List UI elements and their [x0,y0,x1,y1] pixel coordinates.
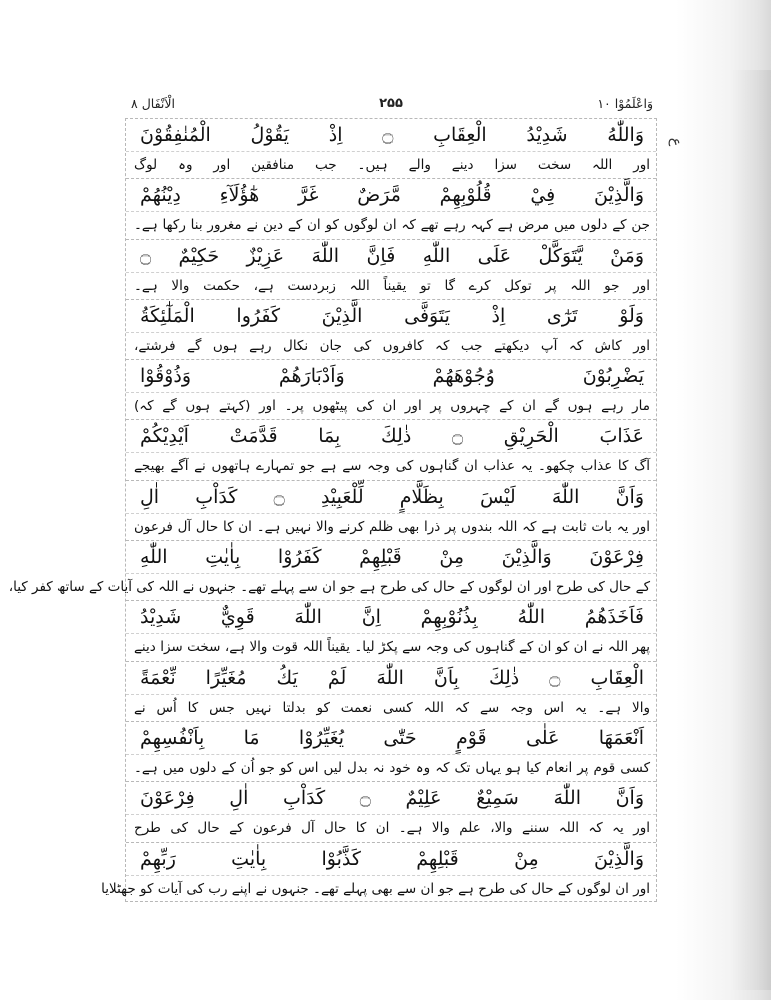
verse-row [126,119,656,179]
urdu-translation: اور ان لوگوں کے حال کی طرح ہے جو ان سے بھی پہلے تھے۔ جنہوں نے اپنے رب کی آیات کو جھٹلایا [126,875,656,903]
page-number: ۲۵۵ [379,96,403,111]
arabic-line: وَمَنْ يَّتَوَكَّلْ عَلَى اللّٰهِ فَاِنَّ اللّٰهَ عَزِيْزٌ حَكِيْمٌ ۝ [140,244,644,267]
arabic-line: وَاللّٰهُ شَدِيْدُ الْعِقَابِ ۝ اِذْ يَقُوْلُ الْمُنٰفِقُوْنَ [140,124,644,146]
arabic-line: اَنْعَمَهَا عَلٰى قَوْمٍ حَتّٰى يُغَيِّرُوْا مَا بِاَنْفُسِهِمْ [140,726,644,749]
urdu-translation: کسی قوم پر انعام کیا ہو یہاں تک کہ وہ خود نہ بدل لیں اس کو جو اُن کے دلوں میں ہے۔ [126,754,656,782]
verse-row [101,843,656,903]
urdu-translation: اور یہ کہ اللہ سننے والا، علم والا ہے۔ ان کا حال آل فرعون کے حال کی طرح [126,814,656,842]
urdu-translation: اور اللہ سخت سزا دینے والے ہیں۔ جب منافقین اور وہ لوگ [126,151,656,179]
verse-row [126,722,656,782]
surah-label: الْاَنْفَال ۸ [131,96,175,111]
verse-table [8,118,657,902]
quran-page [8,94,657,902]
verse-row [126,179,656,239]
urdu-translation: مار رہے ہوں گے ان کے چہروں پر اور ان کی پیٹھوں پر۔ اور (کہتے ہوں گے کہ) [126,392,656,420]
arabic-line: وَاَنَّ اللّٰهَ سَمِيْعٌ عَلِيْمٌ ۝ كَدَاْبِ اٰلِ فِرْعَوْنَ [140,787,644,810]
verse-row [126,420,656,480]
arabic-line: يَضْرِبُوْنَ وُجُوْهَهُمْ وَاَدْبَارَهُمْ وَذُوْقُوْا [140,365,644,388]
arabic-line: فِرْعَوْنَ وَالَّذِيْنَ مِنْ قَبْلِهِمْ كَفَرُوْا بِاٰيٰتِ اللّٰهِ [140,546,644,569]
arabic-line: وَالَّذِيْنَ مِنْ قَبْلِهِمْ كَذَّبُوْا بِاٰيٰتِ رَبِّهِمْ [140,847,644,870]
urdu-translation: والا ہے۔ یہ اس وجہ سے کہ اللہ کسی نعمت کو بدلتا نہیں جس کا اُس نے [126,694,656,722]
arabic-line: وَالَّذِيْنَ فِيْ قُلُوْبِهِمْ مَّرَضٌ غَرَّ هٰٓؤُلَآءِ دِيْنُهُمْ [140,184,644,207]
urdu-translation: آگ کا عذاب چکھو۔ یہ عذاب ان گناہوں کی وجہ سے ہے جو تمہارے ہاتھوں نے آگے بھیجے [126,452,656,480]
urdu-translation: اور کاش کہ آپ دیکھتے جب کہ کافروں کی جان نکال رہے ہوں گے فرشتے، [126,332,656,360]
urdu-translation: کے حال کی طرح اور ان لوگوں کے حال کی طرح ہے جو ان سے پہلے تھے۔ جنہوں نے اللہ کی آیات کے ساتھ کفر کیا، [126,573,656,601]
juz-label: وَاعْلَمُوْا ۱۰ [597,96,653,111]
ruku-marker: ع [667,137,684,147]
verse-row [126,360,656,420]
verse-row [126,481,656,541]
verse-row [126,782,656,842]
arabic-line: عَذَابَ الْحَرِيْقِ ۝ ذٰلِكَ بِمَا قَدَّمَتْ اَيْدِيْكُمْ [140,425,644,448]
verse-row [126,240,656,300]
arabic-line: وَاَنَّ اللّٰهَ لَيْسَ بِظَلَّامٍ لِّلْعَبِيْدِ ۝ كَدَاْبِ اٰلِ [140,485,644,508]
urdu-translation: اور یہ بات ثابت ہے کہ اللہ بندوں پر ذرا بھی ظلم کرنے والا نہیں ہے۔ ان کا حال آل فرعون [126,513,656,541]
verse-row [126,662,656,722]
verse-row [8,541,656,601]
page-header [125,94,657,116]
arabic-line: وَلَوْ تَرٰٓى اِذْ يَتَوَفَّى الَّذِيْنَ كَفَرُوا الْمَلٰٓئِكَةُ [140,304,644,327]
arabic-line: الْعِقَابِ ۝ ذٰلِكَ بِاَنَّ اللّٰهَ لَمْ يَكُ مُغَيِّرًا نِّعْمَةً [140,666,644,689]
urdu-translation: اور جو اللہ پر توکل کرے گا تو یقیناً اللہ زبردست ہے، حکمت والا ہے۔ [126,272,656,300]
arabic-line: فَاَخَذَهُمُ اللّٰهُ بِذُنُوْبِهِمْ اِنَّ اللّٰهَ قَوِيٌّ شَدِيْدُ [140,606,644,629]
verse-row [126,601,656,661]
urdu-translation: پھر اللہ نے ان کو ان کے گناہوں کی وجہ سے پکڑ لیا۔ یقیناً اللہ قوت والا ہے، سخت سزا دینے [126,633,656,661]
page-edge-shadow [676,0,771,1000]
urdu-translation: جن کے دلوں میں مرض ہے کہہ رہے تھے کہ ان لوگوں کو ان کے دین نے مغرور بنا رکھا ہے۔ [126,211,656,239]
verse-row [126,300,656,360]
